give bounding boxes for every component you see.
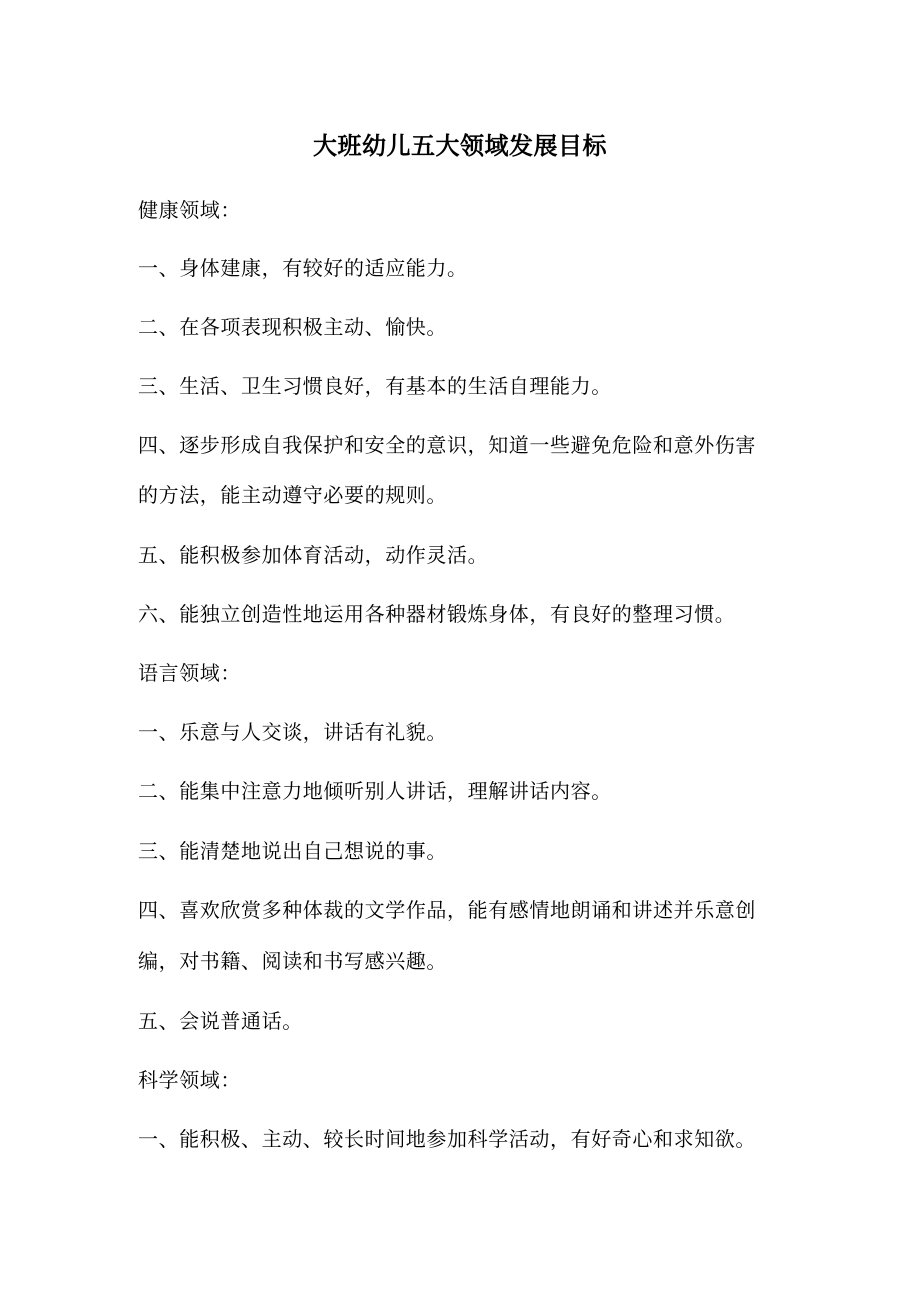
science-item-1: 一、能积极、主动、较长时间地参加科学活动，有好奇心和求知欲。 [138,1127,756,1151]
document-title: 大班幼儿五大领域发展目标 [313,131,607,160]
section-heading-language: 语言领域： [138,661,241,685]
health-item-1: 一、身体建康，有较好的适应能力。 [138,256,468,280]
health-item-5: 五、能积极参加体育活动，动作灵活。 [138,543,489,567]
language-item-4-line-1: 四、喜欢欣赏多种体裁的文学作品，能有感情地朗诵和讲述并乐意创 [138,898,756,922]
language-item-1: 一、乐意与人交谈，讲话有礼貌。 [138,720,447,744]
health-item-3: 三、生活、卫生习惯良好，有基本的生活自理能力。 [138,374,612,398]
health-item-2: 二、在各项表现积极主动、愉快。 [138,315,447,339]
language-item-3: 三、能清楚地说出自己想说的事。 [138,839,447,863]
section-heading-health: 健康领域： [138,198,241,222]
language-item-4-line-2: 编，对书籍、阅读和书写感兴趣。 [138,949,447,973]
section-heading-science: 科学领域： [138,1068,241,1092]
health-item-6: 六、能独立创造性地运用各种器材锻炼身体，有良好的整理习惯。 [138,602,736,626]
health-item-4-line-1: 四、逐步形成自我保护和安全的意识，知道一些避免危险和意外伤害 [138,433,756,457]
health-item-4-line-2: 的方法，能主动遵守必要的规则。 [138,483,447,507]
language-item-2: 二、能集中注意力地倾听别人讲话，理解讲话内容。 [138,779,612,803]
language-item-5: 五、会说普通话。 [138,1009,303,1033]
